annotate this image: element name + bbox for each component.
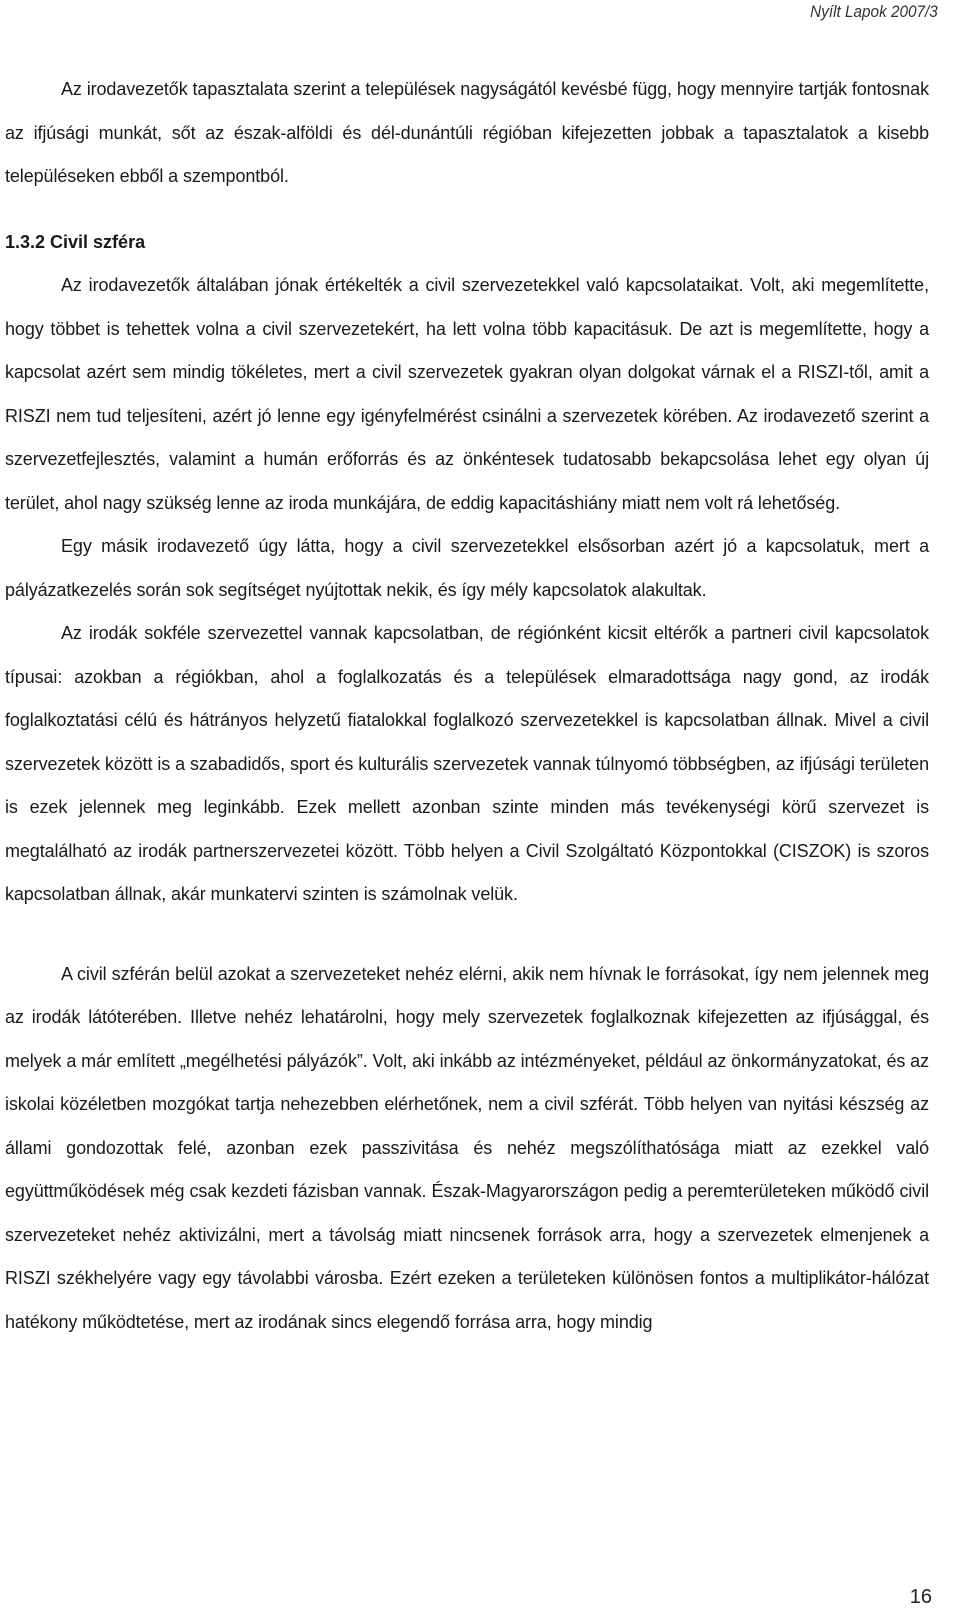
paragraph-spacer: [5, 917, 929, 953]
paragraph-partner-types: Az irodák sokféle szervezettel vannak kapcsolatban, de régiónként kicsit eltérők a partneri civil kapcsolatok típusai: azokban a régiókban, ahol a foglalkozatás és a települések elmaradottsága nagy gond, az irodák foglalkoztatási célú és hátrányos helyzetű fiatalokkal foglalkozó szervezetekkel is kapcsolatban állnak. Mivel a civil szervezetek között is a szabadidős, sport és kulturális szervezetek vannak túlnyomó többségben, az ifjúsági területen is ezek jelennek meg leginkább. Ezek mellett azonban szinte minden más tevékenységi körű szervezet is megtalálható az irodák partnerszervezetei között. Több helyen a Civil Szolgáltató Központokkal (CISZOK) is szoros kapcsolatban állnak, akár munkatervi szinten is számolnak velük.: [5, 623, 929, 904]
paragraph-hard-to-reach: A civil szférán belül azokat a szervezeteket nehéz elérni, akik nem hívnak le forrásokat, így nem jelennek meg az irodák látóterében. Illetve nehéz lehatárolni, hogy mely szervezetek foglalkoznak kifejezetten az ifjúsággal, és melyek a már említett „megélhetési pályázók”. Volt, aki inkább az intézményeket, például az önkormányzatokat, és az iskolai közéletben mozgókat tartja nehezebben elérhetőnek, nem a civil szférát. Több helyen van nyitási készség az állami gondozottak felé, azonban ezek passzivitása és nehéz megszólíthatósága miatt az ezekkel való együttműködések még csak kezdeti fázisban vannak. Észak-Magyarországon pedig a peremterületeken működő civil szervezeteket nehéz aktivizálni, mert a távolság miatt nincsenek források arra, hogy a szervezetek elmenjenek a RISZI székhelyére vagy egy távolabbi városba. Ezért ezeken a területeken különösen fontos a multiplikátor-hálózat hatékony működtetése, mert az irodának sincs elegendő forrása arra, hogy mindig: [5, 963, 929, 1332]
paragraph-intro: Az irodavezetők tapasztalata szerint a települések nagyságától kevésbé függ, hogy mennyire tartják fontosnak az ifjúsági munkát, sőt az észak-alföldi és dél-dunántúli régióban kifejezetten jobbak a tapasztalatok a kisebb településeken ebből a szempontból.: [5, 79, 929, 186]
document-body: [5, 68, 929, 1344]
section-heading: 1.3.2 Civil szféra: [5, 231, 146, 252]
paragraph-another-director: Egy másik irodavezető úgy látta, hogy a civil szervezetekkel elsősorban azért jó a kapcsolatuk, mert a pályázatkezelés során sok segítséget nyújtottak nekik, és így mély kapcsolatok alakultak.: [5, 536, 929, 600]
page-number: 16: [909, 1586, 932, 1608]
running-header: Nyílt Lapok 2007/3: [810, 2, 938, 21]
paragraph-civil-relations: Az irodavezetők általában jónak értékelték a civil szervezetekkel való kapcsolataikat. Volt, aki megemlítette, hogy többet is tehettek volna a civil szervezetekért, ha lett volna több kapacitásuk. De azt is megemlítette, hogy a kapcsolat azért sem mindig tökéletes, mert a civil szervezetek gyakran olyan dolgokat várnak el a RISZI-től, amit a RISZI nem tud teljesíteni, azért jó lenne egy igényfelmérést csinálni a szervezetek körében. Az irodavezető szerint a szervezetfejlesztés, valamint a humán erőforrás és az önkéntesek tudatosabb bekapcsolása lehet egy olyan új terület, ahol nagy szükség lenne az iroda munkájára, de eddig kapacitáshiány miatt nem volt rá lehetőség.: [5, 275, 929, 513]
